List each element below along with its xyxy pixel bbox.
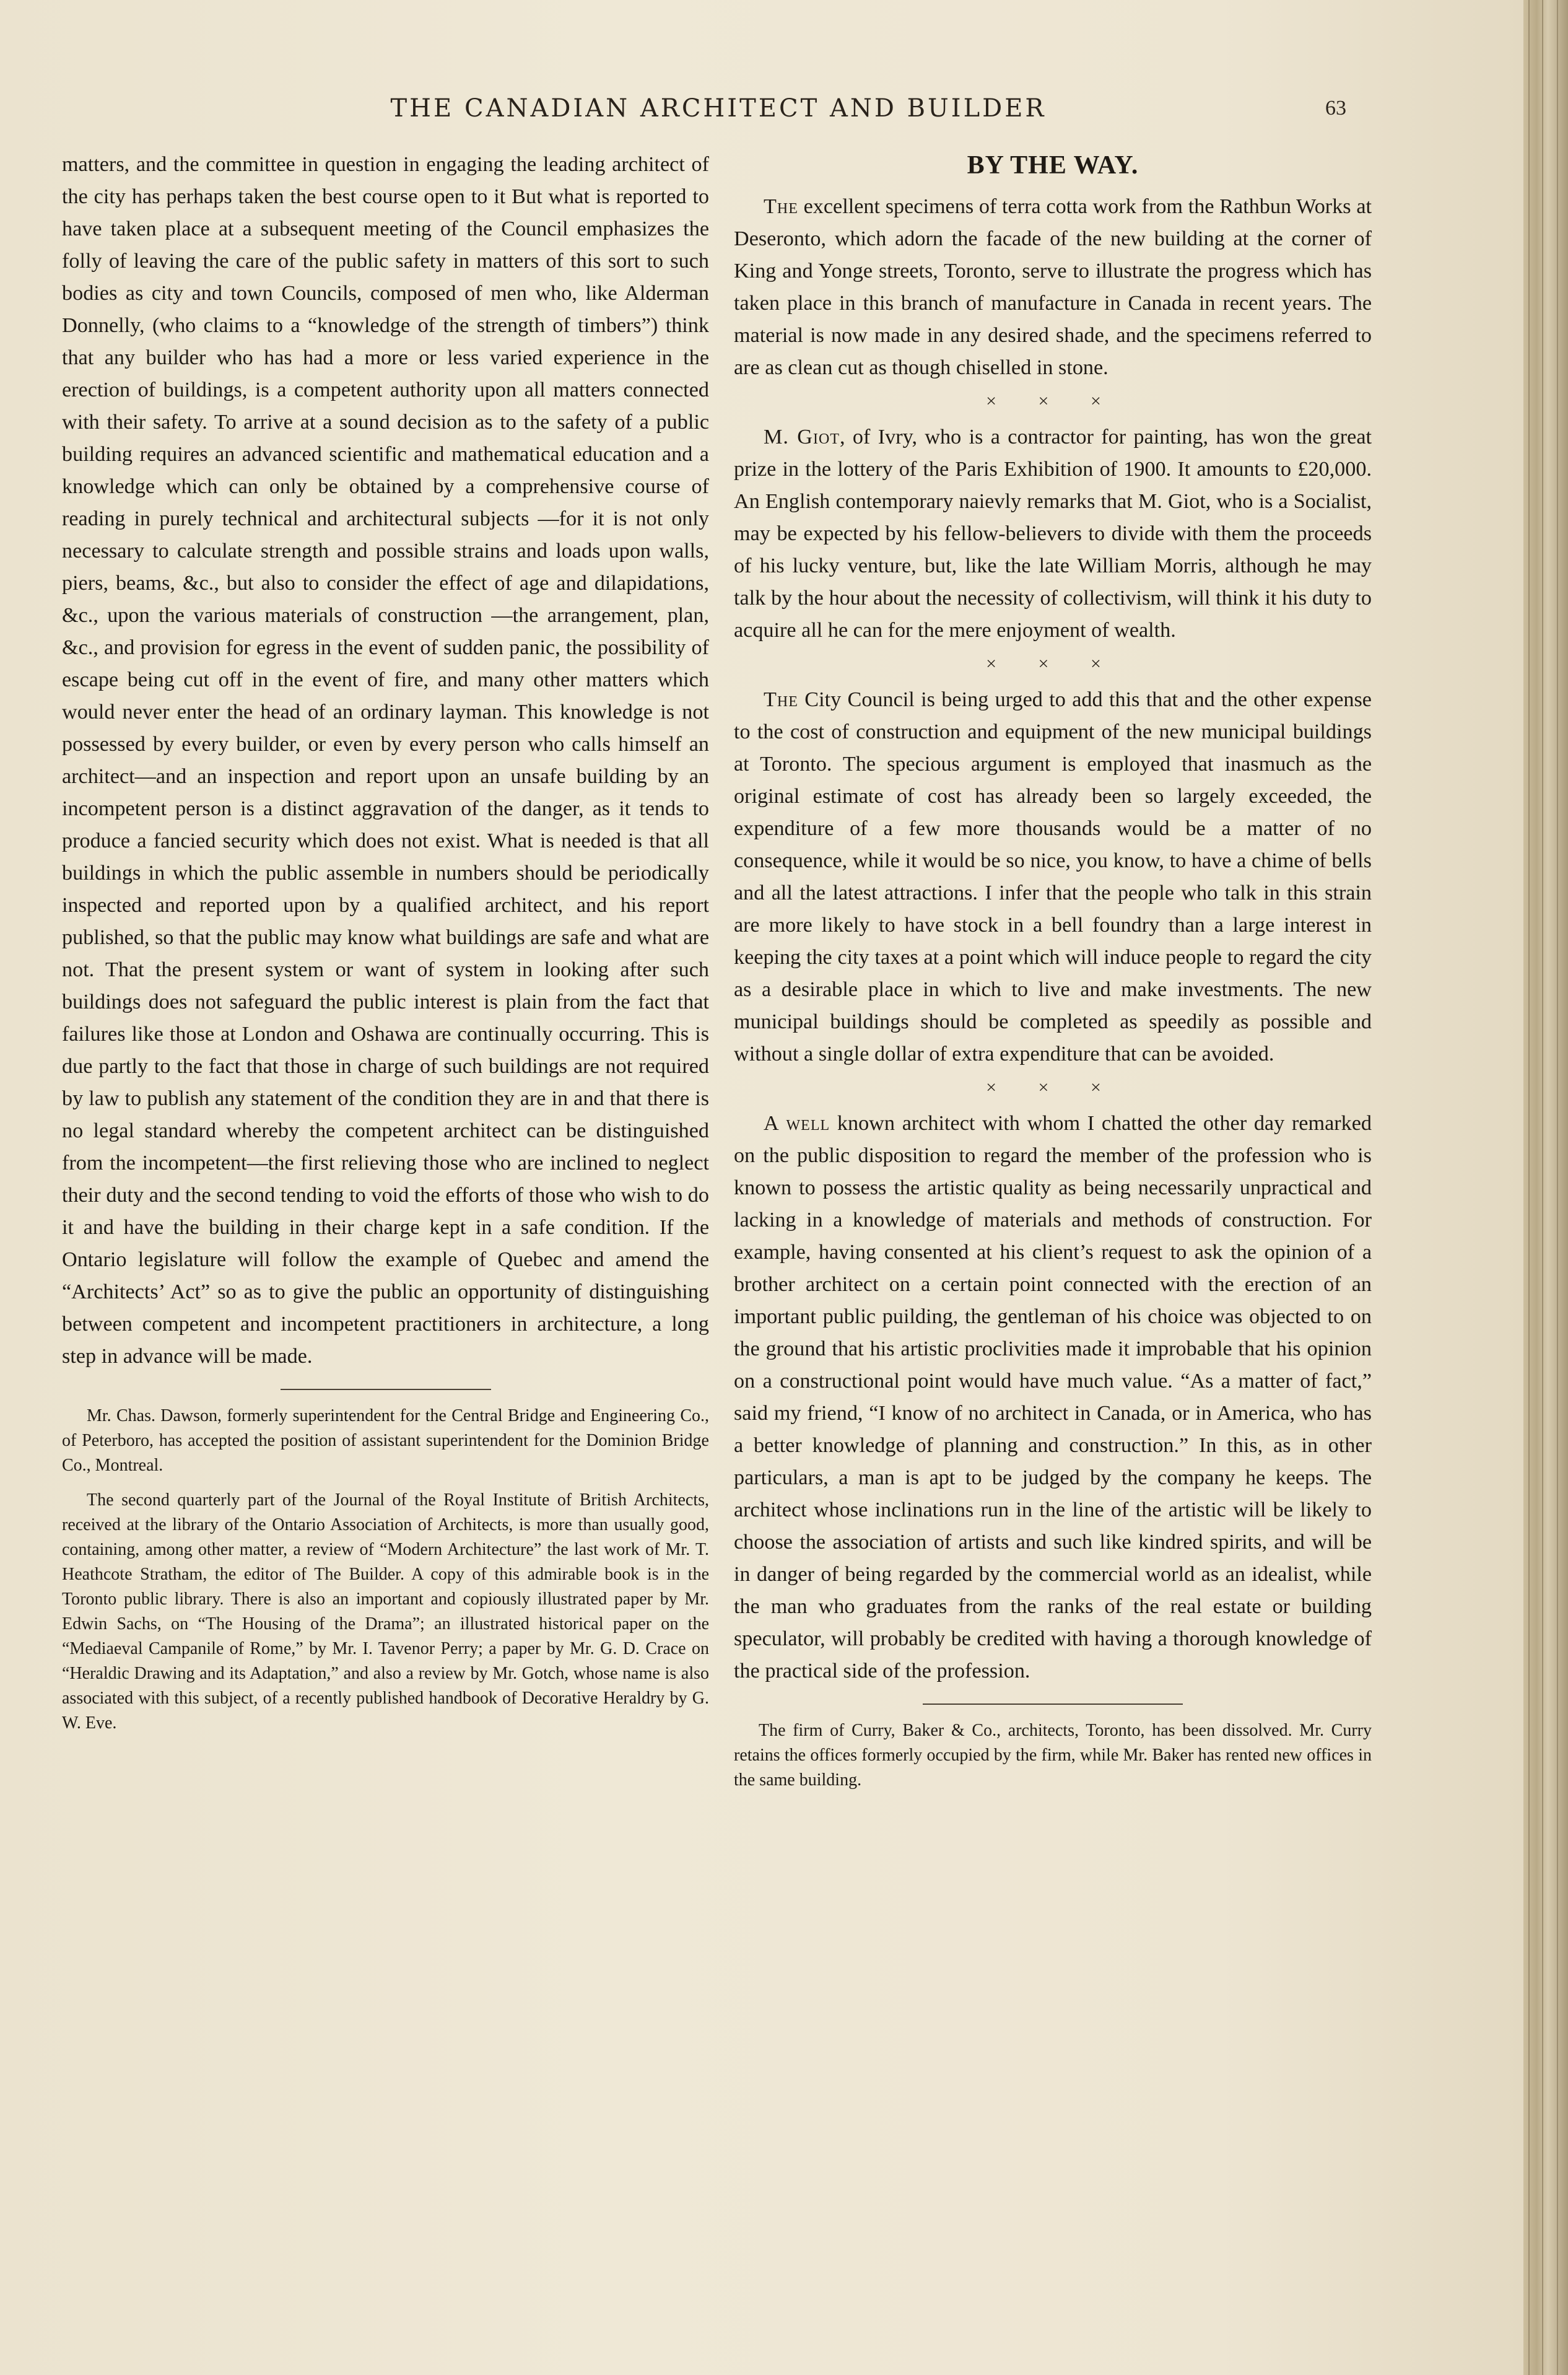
page-binding-edge bbox=[1523, 0, 1568, 2375]
paragraph-terra-cotta bbox=[734, 191, 1372, 384]
lead-word: A well bbox=[764, 1112, 830, 1135]
lead-word: The bbox=[764, 688, 798, 711]
edge-line bbox=[1528, 0, 1530, 2375]
right-notes bbox=[734, 1718, 1372, 1793]
divider-rule bbox=[281, 1389, 491, 1390]
lead-word: M. Giot bbox=[764, 426, 840, 448]
page-header bbox=[0, 94, 1523, 138]
edge-line bbox=[1542, 0, 1543, 2375]
paragraph-text: known architect with whom I chatted the other day remarked on the public disposition to regard the member of the profession who is known to possess the artistic quality as being necessarily unpractical and lacking in a knowledge of materials and methods of construction. For example, having consented at his client’s request to ask the opinion of a brother architect on a certain point connected with the erection of an important public puilding, the gentleman of his choice was objected to on the ground that his artistic proclivities made it improbable that his opinion on a constructional point would have much value. “As a matter of fact,” said my friend, “I know of no architect in Canada, or in America, who has a better knowledge of planning and construction.” In this, as in other particulars, a man is apt to be judged by the company he keeps. The architect whose inclinations run in the line of the artistic will be likely to choose the association of artists and such like kindred spirits, and will be in danger of being regarded by the commercial world as an idealist, while the man who graduates from the ranks of the real estate or building speculator, will probably be credited with having a thorough knowledge of the practical side of the profession. bbox=[734, 1112, 1372, 1682]
note-riba-journal: The second quarterly part of the Journal of the Royal Institute of British Architects, received at the library of the Ontario Association of Architects, is more than usually good, containing, among other matter, a review of “Modern Architecture” the last work of Mr. T. Heathcote Stratham, the editor of The Builder. A copy of this admirable book is in the Toronto public library. There is also an important and copiously illustrated paper by Mr. Edwin Sachs, on “The Housing of the Drama”; an illustrated historical paper on the “Mediaeval Campanile of Rome,” by Mr. I. Tavenor Perry; a paper by Mr. G. D. Crace on “Heraldic Drawing and its Adaptation,” and also a review by Mr. Gotch, whose name is also associated with this subject, of a recently published handbook of Decorative Heraldry by G. W. Eve. bbox=[62, 1490, 709, 1733]
running-head: THE CANADIAN ARCHITECT AND BUILDER bbox=[390, 94, 1047, 123]
paragraph-architect bbox=[734, 1108, 1372, 1687]
section-title: BY THE WAY. bbox=[967, 151, 1139, 180]
section-separator: × × × bbox=[986, 654, 1120, 674]
section-separator: × × × bbox=[986, 391, 1120, 411]
right-column bbox=[734, 149, 1372, 1803]
left-main-paragraph: matters, and the committee in question in engaging the leading architect of the city has perhaps taken the best course open to it But what is reported to have taken place at a subsequent meeting of the Council emphasizes the folly of leaving the care of the public safety in matters of this sort to such bodies as city and town Councils, composed of men who, like Alderman Donnelly, (who claims to a “knowledge of the strength of timbers”) think that any builder who has had a more or less varied experience in the erection of buildings, is a competent authority upon all matters connected with their safety. To arrive at a sound decision as to the safety of a public building requires an advanced scientific and mathematical education and a knowledge which can only be obtained by a comprehensive course of reading in purely technical and architectural subjects —for it is not only necessary to calculate strength and possible strains and loads upon walls, piers, beams, &c., but also to consider the effect of age and dilapidations, &c., upon the various materials of construction —the arrangement, plan, &c., and provision for egress in the event of sudden panic, the possibility of escape being cut off in the event of fire, and many other matters which would never enter the head of an ordinary layman. This knowledge is not possessed by every builder, or even by every person who calls himself an architect—and an inspection and report upon an unsafe building by an incompetent person is a distinct aggravation of the danger, as it tends to produce a fancied security which does not exist. What is needed is that all buildings in which the public assemble in numbers should be periodically inspected and reported upon by a qualified architect, and his report published, so that the public may know what buildings are safe and what are not. That the present system or want of system in looking after such buildings does not safeguard the public interest is plain from the fact that failures like those at London and Oshawa are continually occurring. This is due partly to the fact that those in charge of such buildings are not required by law to publish any statement of the condition they are in and that there is no legal standard whereby the competent architect can be distinguished from the incompetent—the first relieving those who are inclined to neglect their duty and the second tending to void the efforts of those who wish to do it and have the building in their charge kept in a safe condition. If the Ontario legislature will follow the example of Quebec and amend the “Architects’ Act” so as to give the public an opportunity of distinguishing between competent and incompetent practitioners in architecture, a long step in advance will be made. bbox=[62, 153, 709, 1368]
page-number: 63 bbox=[1325, 97, 1346, 120]
section-separator: × × × bbox=[986, 1077, 1120, 1098]
note-dawson: Mr. Chas. Dawson, formerly superintendent for the Central Bridge and Engineering Co., of Peterboro, has accepted the position of assistant superintendent for the Dominion Bridge Co., Montreal. bbox=[62, 1406, 709, 1475]
left-column bbox=[62, 149, 709, 1746]
edge-line bbox=[1557, 0, 1558, 2375]
lead-word: The bbox=[764, 195, 798, 218]
paragraph-city-council bbox=[734, 684, 1372, 1070]
paragraph-text: , of Ivry, who is a contractor for painting, has won the great prize in the lottery of the Paris Exhibition of 1900. It amounts to £20,000. An English contemporary naievly remarks that M. Giot, who is a Socialist, may be expected by his fellow-believers to divide with them the proceeds of his lucky venture, but, like the late William Morris, although he may talk by the hour about the necessity of collectivism, will think it his duty to acquire all he can for the mere enjoyment of wealth. bbox=[734, 426, 1372, 642]
divider-rule bbox=[923, 1704, 1183, 1705]
left-notes bbox=[62, 1404, 709, 1736]
paragraph-text: excellent specimens of terra cotta work from the Rathbun Works at Deseronto, which adorn the facade of the new building at the corner of King and Yonge streets, Toronto, serve to illustrate the progress which has taken place in this branch of manufacture in Canada in recent years. The material is now made in any desired shade, and the specimens referred to are as clean cut as though chiselled in stone. bbox=[734, 195, 1372, 379]
paragraph-text: City Council is being urged to add this that and the other expense to the cost of construction and equipment of the new municipal buildings at Toronto. The specious argument is employed that inasmuch as the original estimate of cost has already been so largely exceeded, the expenditure of a few more thousands would be a matter of no consequence, while it would be so nice, you know, to have a chime of bells and all the latest attractions. I infer that the people who talk in this strain are more likely to have stock in a bell foundry than a large interest in keeping the city taxes at a point which will induce people to regard the city as a desirable place in which to live and make investments. The new municipal buildings should be completed as speedily as possible and without a single dollar of extra expenditure that can be avoided. bbox=[734, 688, 1372, 1065]
note-curry-baker: The firm of Curry, Baker & Co., architects, Toronto, has been dissolved. Mr. Curry retains the offices formerly occupied by the firm, while Mr. Baker has rented new offices in the same building. bbox=[734, 1721, 1372, 1790]
paragraph-giot bbox=[734, 421, 1372, 647]
